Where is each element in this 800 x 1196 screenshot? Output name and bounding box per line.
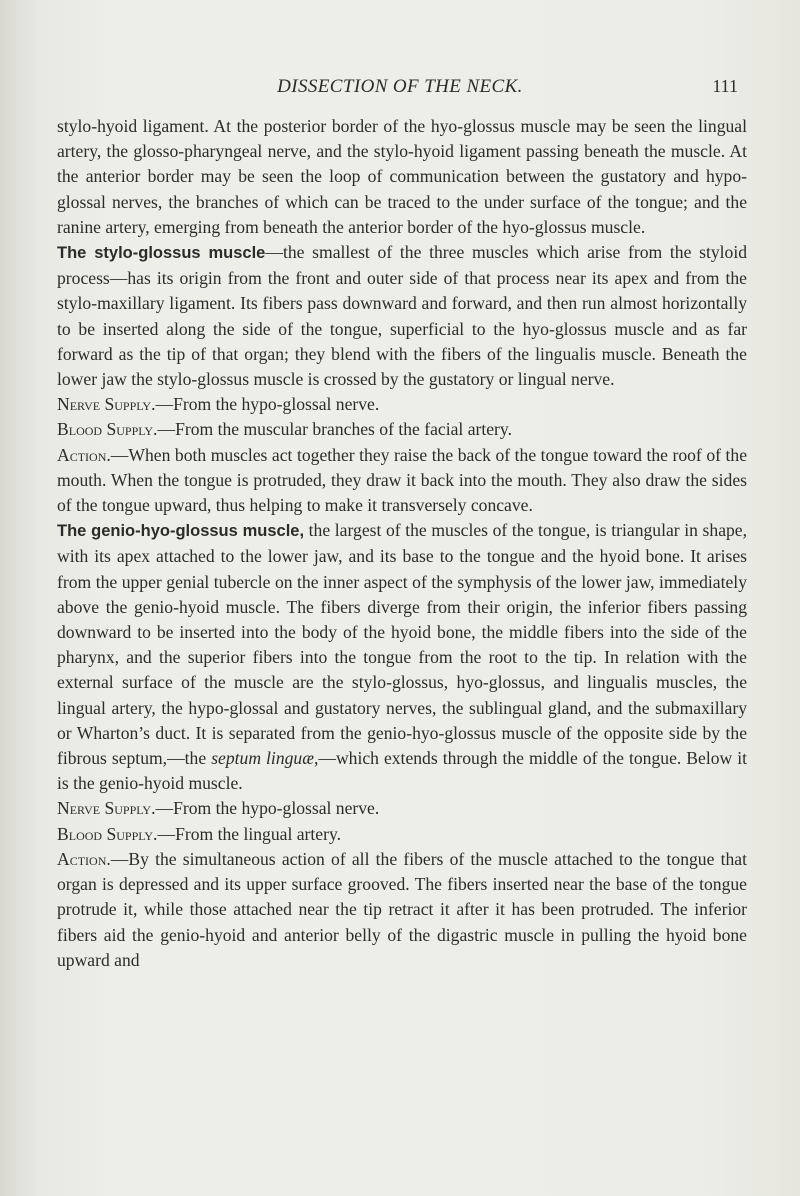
- italic-term: septum linguæ,: [211, 748, 319, 769]
- subheading-label: Nerve Supply.: [57, 394, 156, 415]
- paragraph-text: —By the simultaneous action of all the fibers of the muscle attached to the tongue that organ is depressed and its upper surface grooved. The fibers inserted near the base of the tongue protrude it, while those attached near the tip retract it after it has been protruded. The inferior fibers aid the genio-hyoid and anterior belly of the digastric muscle in pulling the hyoid bone upward and: [57, 848, 747, 970]
- subheading-label: Blood Supply.: [57, 823, 158, 844]
- paragraph-text: —From the hypo-glossal nerve.: [155, 798, 380, 819]
- section-heading-stylo-glossus: The stylo-glossus muscle: [57, 244, 266, 263]
- page-number: 111: [712, 76, 738, 96]
- running-title: DISSECTION OF THE NECK.: [277, 76, 523, 97]
- paragraph-text: —From the lingual artery.: [157, 823, 342, 844]
- paragraph-text: the largest of the muscles of the tongue, is triangular in shape, with its apex attached to the lower jaw, and its base to the tongue and the hyoid bone. It arises from the upper genial tubercle on the inner aspect of the symphysis of the lower jaw, immediately above the genio-hyoid muscle. The fibers diverge from their origin, the inferior fibers passing downward to be inserted into the body of the hyoid bone, the middle fibers into the side of the pharynx, and the superior fibers into the tongue from the root to the tip. In relation with the external surface of the muscle are the stylo-glossus, hyo-glossus, and lingualis muscles, the lingual artery, the hypo-glossal and gustatory nerves, the sublingual gland, and the submaxillary or Wharton’s duct. It is separated from the genio-hyo-glossus muscle of the opposite side by the fibrous septum,—the: [57, 520, 748, 769]
- section-heading-genio-hyo-glossus: The genio-hyo-glossus muscle,: [57, 522, 305, 541]
- body-text: [57, 114, 747, 973]
- paragraph-action: [57, 443, 747, 519]
- paragraph-stylo-glossus: [57, 240, 747, 392]
- paragraph-hyo-glossus-relations: [57, 114, 747, 240]
- paragraph-text: —the smallest of the three muscles which arise from the styloid process—has its origin from the front and outer side of that process near its apex and from the stylo-maxillary ligament. Its fibers pass downward and forward, and then run almost horizontally to be inserted along the side of the tongue, superficial to the hyo-glossus muscle and as far forward as the tip of that organ; they blend with the fibers of the lingualis muscle. Beneath the lower jaw the stylo-glossus muscle is crossed by the gustatory or lingual nerve.: [57, 242, 748, 390]
- paragraph-blood-supply: [57, 417, 747, 442]
- paragraph-text: —From the muscular branches of the facial artery.: [157, 419, 512, 440]
- paragraph-text: —which extends through the middle of the tongue. Below it is the genio-hyoid muscle.: [57, 748, 748, 794]
- paragraph-genio-hyo-glossus: [57, 518, 747, 796]
- paragraph-action-2: [57, 847, 747, 973]
- subheading-label: Action.: [57, 444, 111, 465]
- paragraph-text: stylo-hyoid ligament. At the posterior border of the hyo-glossus muscle may be seen the lingual artery, the glosso-pharyngeal nerve, and the stylo-hyoid ligament passing beneath the muscle. At the anterior border may be seen the loop of communication between the gustatory and hypo-glossal nerves, the branches of which can be traced to the under surface of the tongue; and the ranine artery, emerging from beneath the anterior border of the hyo-glossus muscle.: [57, 116, 747, 237]
- subheading-label: Nerve Supply.: [57, 798, 156, 819]
- subheading-label: Action.: [57, 848, 111, 869]
- paragraph-nerve-supply-2: [57, 796, 747, 821]
- paragraph-text: —When both muscles act together they raise the back of the tongue toward the roof of the mouth. When the tongue is protruded, they draw it back into the mouth. They also draw the sides of the tongue upward, thus helping to make it transversely concave.: [57, 444, 747, 516]
- paragraph-nerve-supply: [57, 392, 747, 417]
- paragraph-text: —From the hypo-glossal nerve.: [155, 394, 380, 415]
- page-header: [0, 72, 800, 102]
- paragraph-blood-supply-2: [57, 822, 747, 847]
- subheading-label: Blood Supply.: [57, 419, 158, 440]
